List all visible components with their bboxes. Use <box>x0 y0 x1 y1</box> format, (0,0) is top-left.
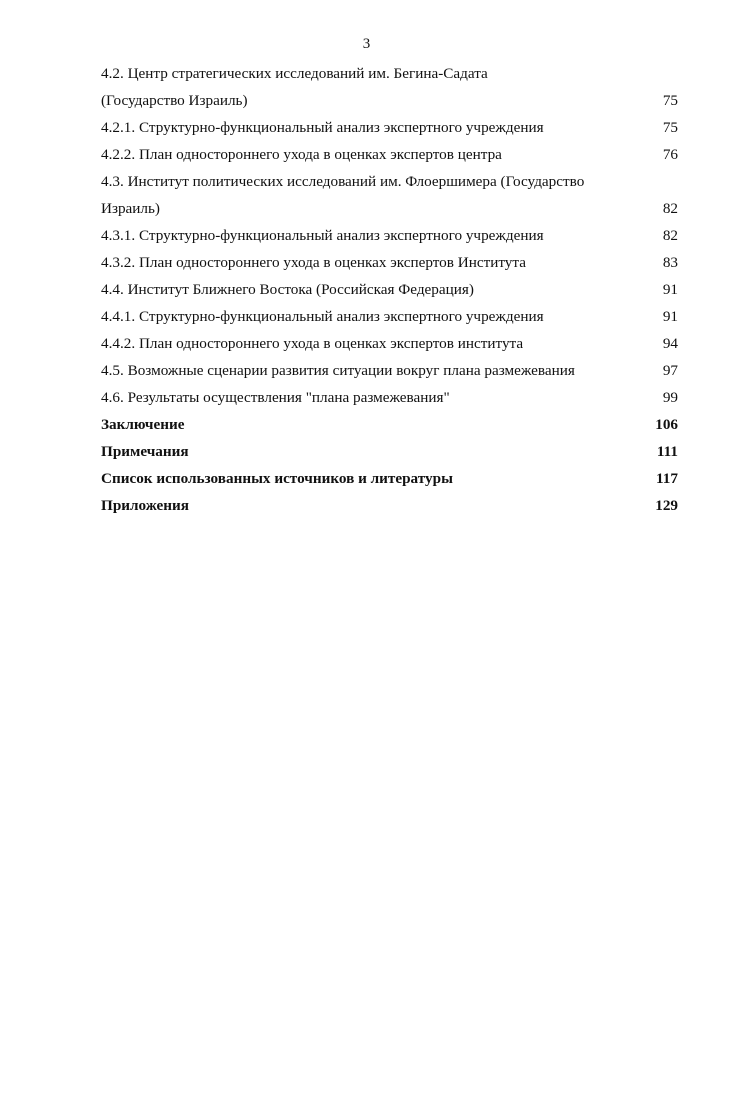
toc-entry-bibliography <box>101 465 678 492</box>
toc-entry-title: Список использованных источников и литературы <box>101 470 453 487</box>
toc-entry-title: 4.4.1. Структурно-функциональный анализ экспертного учреждения <box>101 308 544 325</box>
toc-entry-4-4-2 <box>101 330 678 357</box>
toc-entry-4-4 <box>101 276 678 303</box>
toc-entry-page: 106 <box>655 416 678 433</box>
toc-entry-page: 94 <box>662 335 678 352</box>
toc-entry-4-2-continued <box>101 87 678 114</box>
toc-entry-page: 82 <box>662 200 678 217</box>
toc-entry-title: Заключение <box>101 416 185 433</box>
toc-entry-title: Израиль) <box>101 200 160 217</box>
toc-entry-page: 75 <box>662 119 678 136</box>
toc-entry-4-5 <box>101 357 678 384</box>
toc-entry-conclusion <box>101 411 678 438</box>
toc-entry-title: 4.2.1. Структурно-функциональный анализ экспертного учреждения <box>101 119 544 136</box>
toc-entry-4-3 <box>101 168 678 195</box>
toc-entry-page: 91 <box>662 308 678 325</box>
toc-entry-title: Примечания <box>101 443 189 460</box>
toc-entry-title: 4.2.2. План одностороннего ухода в оценках экспертов центра <box>101 146 502 163</box>
toc-entry-title: 4.4.2. План одностороннего ухода в оценках экспертов института <box>101 335 524 352</box>
page-number: 3 <box>362 36 371 52</box>
toc-entry-page: 111 <box>656 443 678 460</box>
toc-entry-page: 99 <box>662 389 678 406</box>
toc-entry-4-3-1 <box>101 222 678 249</box>
toc-entry-title: Приложения <box>101 497 190 514</box>
toc-entry-page: 97 <box>662 362 678 379</box>
toc-entry-title: 4.5. Возможные сценарии развития ситуации вокруг плана размежевания <box>101 362 575 379</box>
toc-entry-page: 91 <box>662 281 678 298</box>
toc-entry-4-2-1 <box>101 114 678 141</box>
toc-entry-4-2 <box>101 60 678 87</box>
toc-entry-page: 129 <box>655 497 678 514</box>
toc-entry-4-2-2 <box>101 141 678 168</box>
toc-entry-title: 4.6. Результаты осуществления "плана размежевания" <box>101 389 450 406</box>
toc-entry-page: 82 <box>662 227 678 244</box>
toc-entry-4-3-2 <box>101 249 678 276</box>
toc-entry-title: 4.3.1. Структурно-функциональный анализ экспертного учреждения <box>101 227 544 244</box>
toc-entry-page: 76 <box>662 146 678 163</box>
toc-entry-title: 4.3. Институт политических исследований им. Флоершимера (Государство <box>101 173 585 190</box>
table-of-contents <box>101 60 678 519</box>
toc-entry-page: 75 <box>662 92 678 109</box>
toc-entry-4-4-1 <box>101 303 678 330</box>
toc-entry-notes <box>101 438 678 465</box>
toc-entry-title: 4.2. Центр стратегических исследований им. Бегина-Садата <box>101 65 488 82</box>
toc-entry-page: 83 <box>662 254 678 271</box>
toc-entry-title: 4.4. Институт Ближнего Востока (Российская Федерация) <box>101 281 474 298</box>
toc-entry-page: 117 <box>656 470 678 487</box>
toc-entry-4-6 <box>101 384 678 411</box>
toc-entry-title: (Государство Израиль) <box>101 92 248 109</box>
toc-entry-title: 4.3.2. План одностороннего ухода в оценках экспертов Института <box>101 254 526 271</box>
toc-entry-4-3-continued <box>101 195 678 222</box>
toc-entry-appendices <box>101 492 678 519</box>
